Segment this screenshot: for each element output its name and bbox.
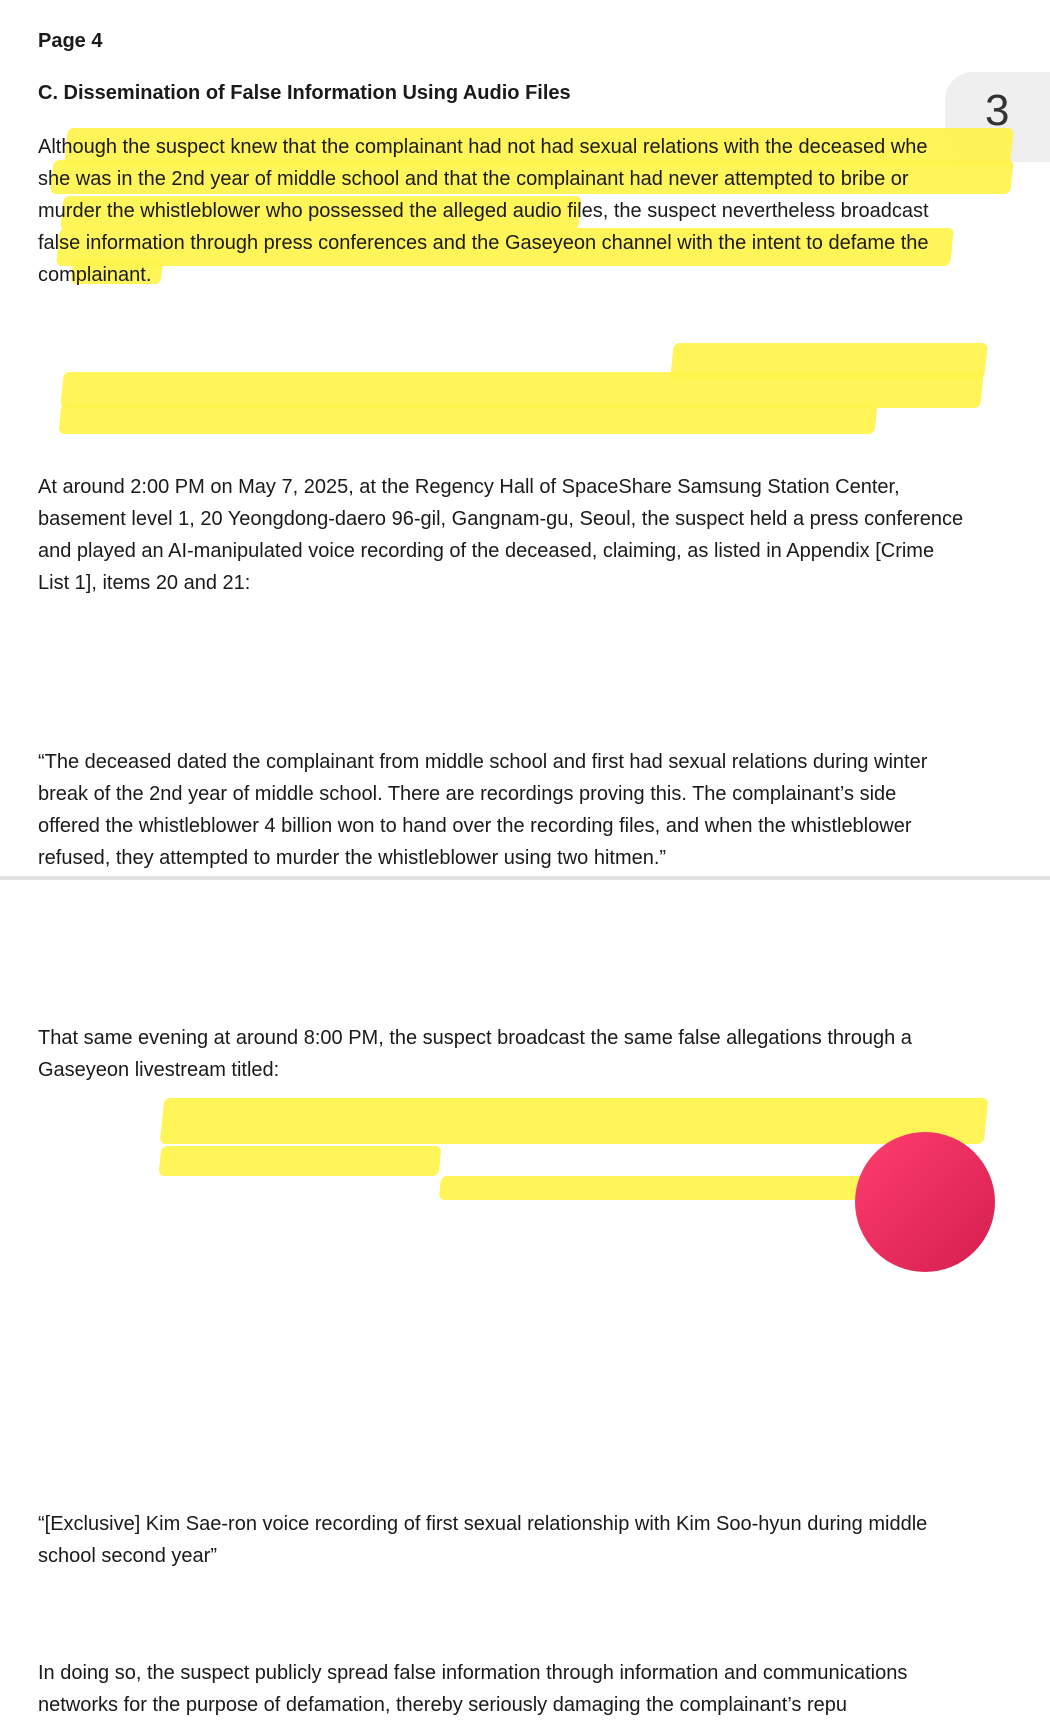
paragraph-knowledge xyxy=(38,131,1050,291)
text-line: and played an AI-manipulated voice recording of the deceased, claiming, as listed in Appendix [Crime xyxy=(38,540,935,562)
text-line: murder the whistleblower who possessed the alleged audio files, the suspect nevertheless broadcast xyxy=(38,200,929,222)
page-number-badge: 3 xyxy=(985,86,1010,135)
text-line: she was in the 2nd year of middle school and that the complainant had never attempted to bribe or xyxy=(38,168,909,190)
text-line: At around 2:00 PM on May 7, 2025, at the Regency Hall of SpaceShare Samsung Station Center, xyxy=(38,476,900,498)
highlight-mark xyxy=(58,404,877,434)
text-line: Gaseyeon livestream titled: xyxy=(38,1059,280,1081)
paragraph-quote xyxy=(38,746,1050,874)
paragraph-livestream-title xyxy=(38,1508,1050,1572)
highlight-mark xyxy=(158,1146,441,1176)
paragraph-livestream xyxy=(38,1022,1050,1086)
section-heading: C. Dissemination of False Information Using Audio Files xyxy=(38,82,571,104)
text-line: refused, they attempted to murder the whistleblower using two hitmen.” xyxy=(38,847,667,869)
text-line: Although the suspect knew that the complainant had not had sexual relations with the deceased whe xyxy=(38,136,928,158)
text-line: school second year” xyxy=(38,1545,217,1567)
highlight-mark xyxy=(60,372,984,408)
page-break-divider xyxy=(0,876,1050,880)
highlight-mark xyxy=(439,1176,912,1200)
text-line: That same evening at around 8:00 PM, the suspect broadcast the same false allegations through a xyxy=(38,1027,912,1049)
paragraph-conclusion xyxy=(38,1657,1050,1721)
page-label: Page 4 xyxy=(38,30,103,52)
text-line: false information through press conferences and the Gaseyeon channel with the intent to defame the xyxy=(38,232,929,254)
text-line: networks for the purpose of defamation, thereby seriously damaging the complainant’s repu xyxy=(38,1694,847,1716)
text-line: complainant. xyxy=(38,264,152,286)
text-line: “The deceased dated the complainant from middle school and first had sexual relations during winter xyxy=(38,751,928,773)
text-line: offered the whistleblower 4 billion won to hand over the recording files, and when the whistleblower xyxy=(38,815,912,837)
highlight-mark xyxy=(160,1098,989,1144)
text-line: “[Exclusive] Kim Sae-ron voice recording of first sexual relationship with Kim Soo-hyun during middle xyxy=(38,1513,928,1535)
floating-action-button[interactable] xyxy=(855,1132,995,1272)
text-line: break of the 2nd year of middle school. There are recordings proving this. The complainant’s side xyxy=(38,783,897,805)
text-line: In doing so, the suspect publicly spread false information through information and communications xyxy=(38,1662,908,1684)
text-line: basement level 1, 20 Yeongdong-daero 96-gil, Gangnam-gu, Seoul, the suspect held a press conference xyxy=(38,508,964,530)
text-line: List 1], items 20 and 21: xyxy=(38,572,251,594)
paragraph-press-conference xyxy=(38,471,1050,599)
